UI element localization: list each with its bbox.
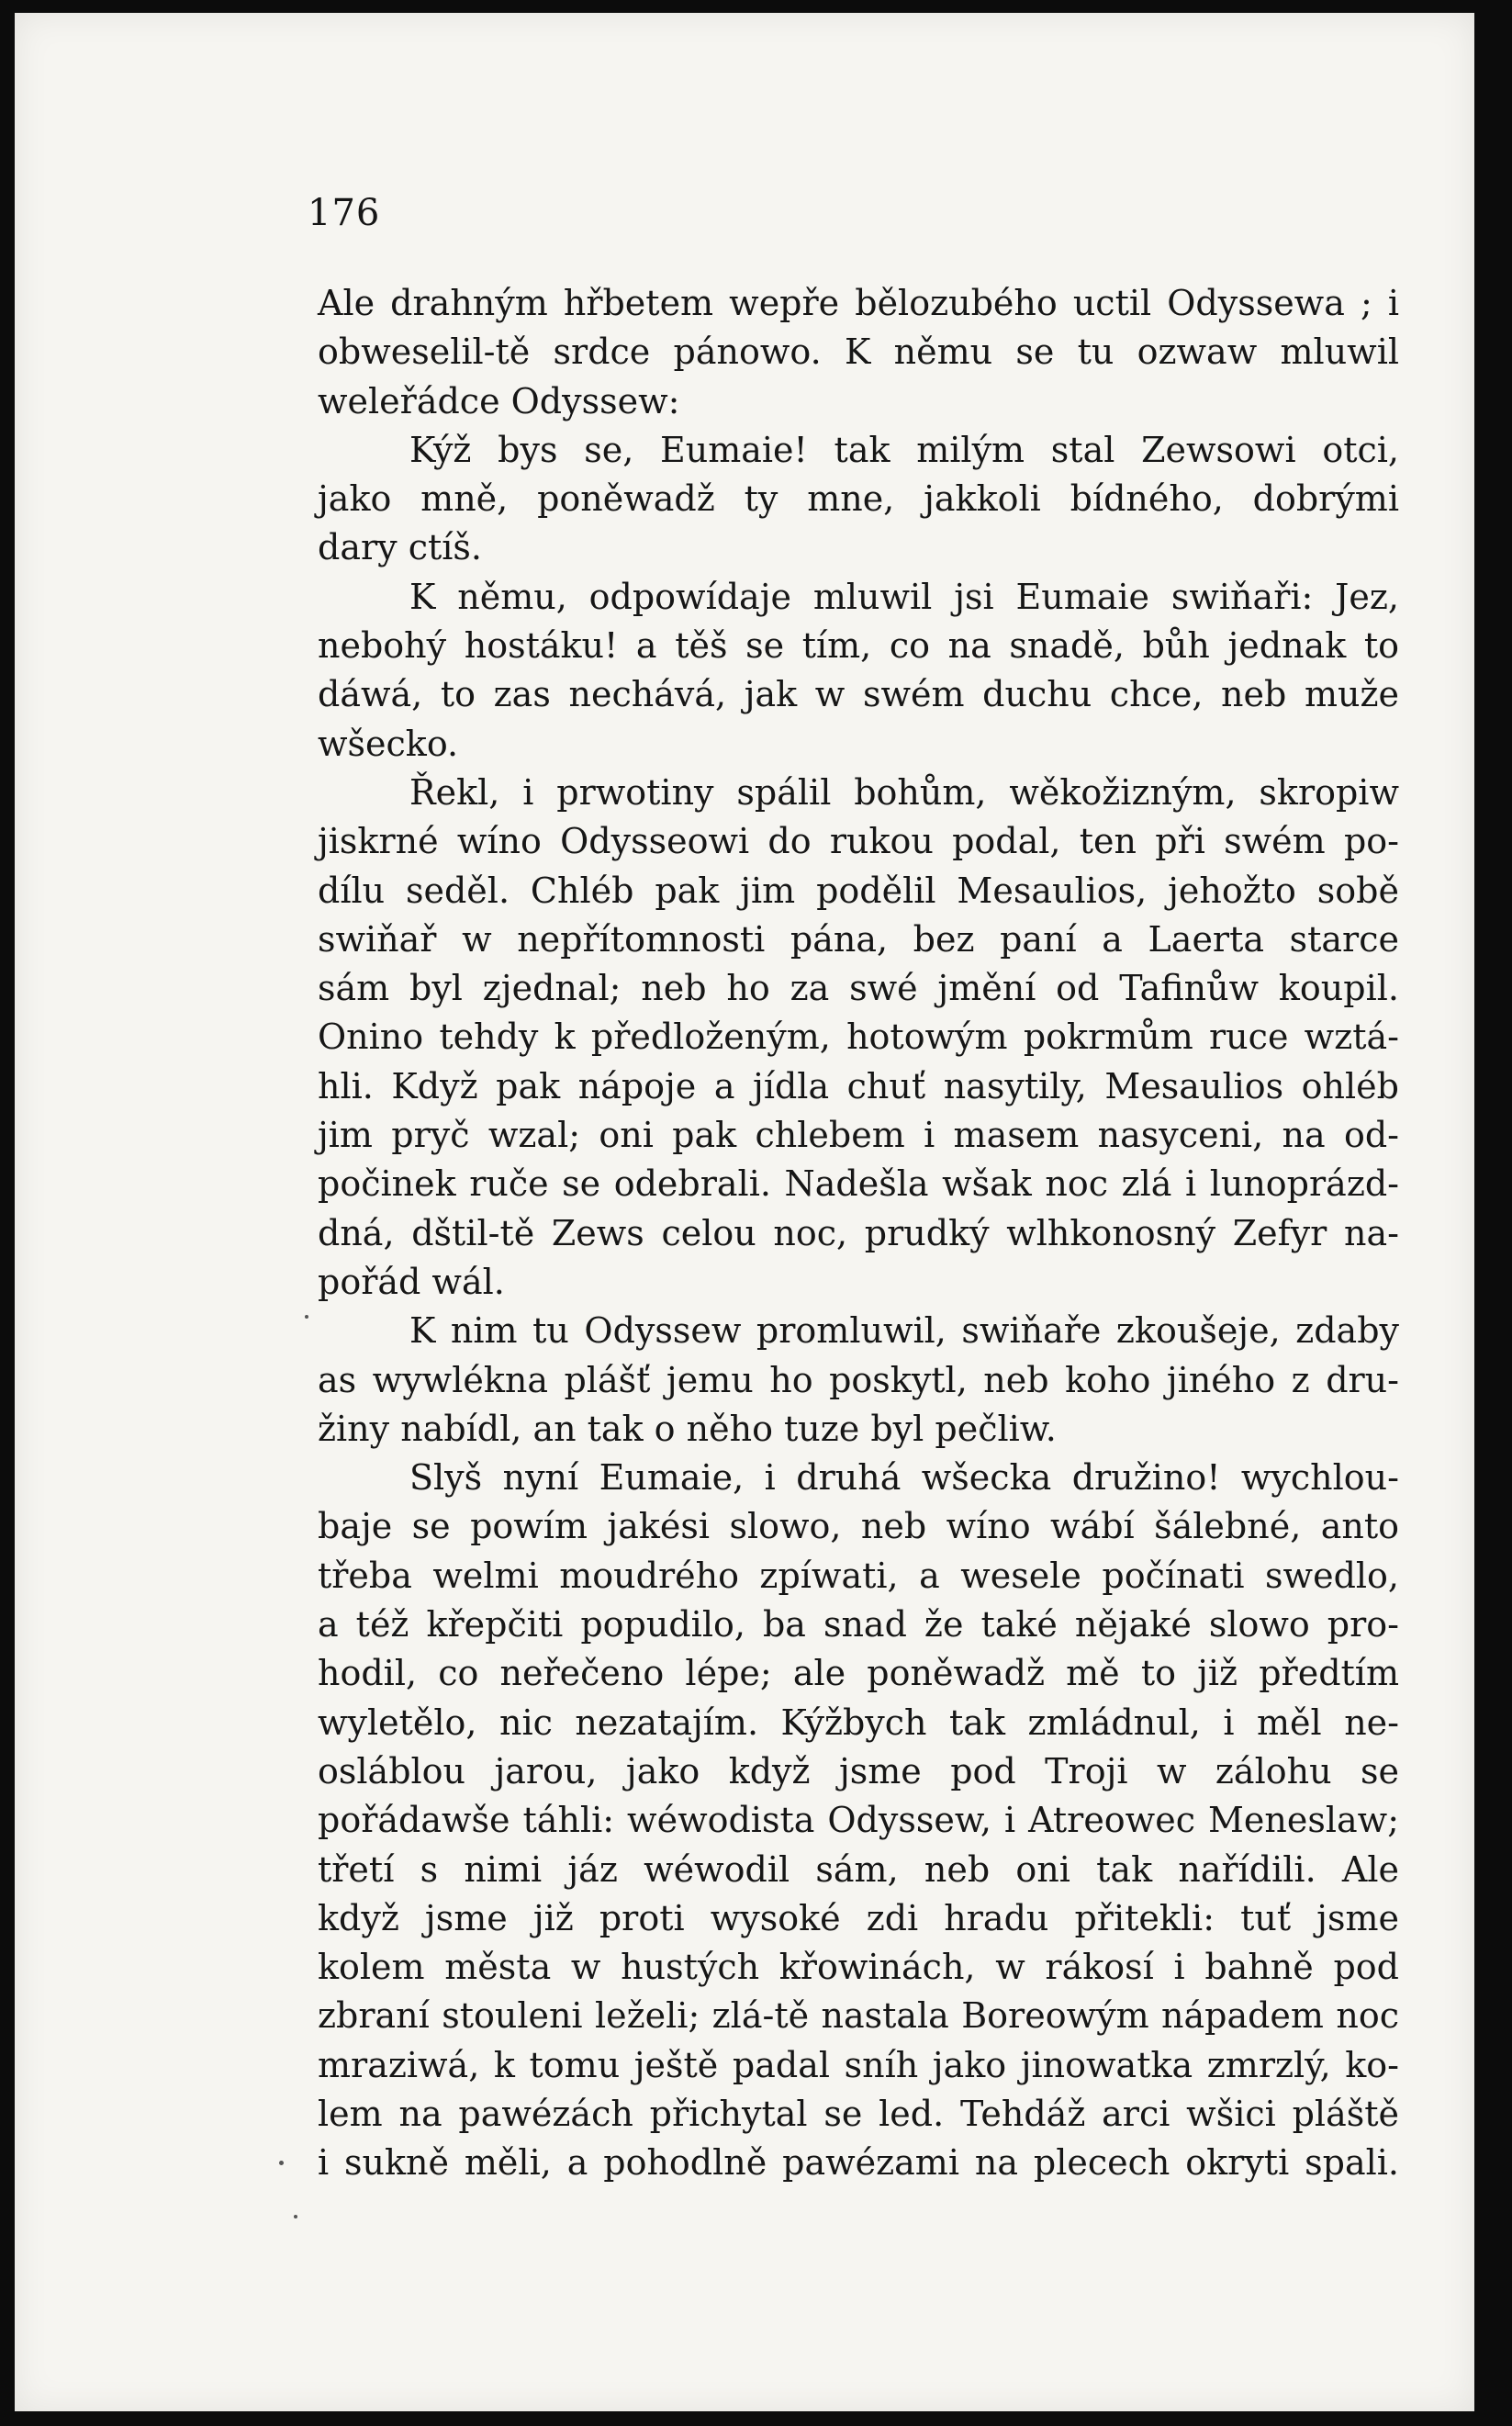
text-line: jim pryč wzal; oni pak chlebem i masem nasyceni, na od- (318, 1115, 1399, 1156)
text-line: třeba welmi moudrého zpíwati, a wesele počínati swedlo, (318, 1555, 1399, 1596)
text-line: když jsme již proti wysoké zdi hradu přitekli: tuť jsme (318, 1897, 1399, 1938)
text-line: žiny nabídl, an tak o něho tuze byl pečliw. (318, 1408, 1057, 1449)
text-line: K němu, odpowídaje mluwil jsi Eumaie swiňaři: Jez, (409, 576, 1399, 617)
text-line: wšecko. (318, 723, 459, 764)
text-line: a též křepčiti popudilo, ba snad že také nějaké slowo pro- (318, 1604, 1399, 1645)
text-line: dná, dštil-tě Zews celou noc, prudký wlhkonosný Zefyr na- (318, 1212, 1399, 1253)
text-line: Ale drahným hřbetem wepře bělozubého uctil Odyssewa ; i (318, 283, 1399, 323)
page-number: 176 (308, 192, 381, 234)
text-line: Onino tehdy k předloženým, hotowým pokrmům ruce wztá- (318, 1016, 1399, 1058)
text-line: osláblou jarou, jako když jsme pod Troji w zálohu se (318, 1750, 1399, 1791)
text-line: mraziwá, k tomu ještě padal sníh jako jinowatka zmrzlý, ko- (318, 2044, 1399, 2085)
ink-speck (294, 2215, 297, 2218)
text-line: swiňař w nepřítomnosti pána, bez paní a Laerta starce (318, 918, 1399, 960)
text-line: sám byl zjednal; neb ho za swé jmění od Tafinůw koupil. (318, 968, 1399, 1009)
text-line: K nim tu Odyssew promluwil, swiňaře zkoušeje, zdaby (409, 1310, 1399, 1352)
text-line: baje se powím jakési slowo, neb wíno wábí šálebné, anto (318, 1506, 1399, 1547)
text-line: Slyš nyní Eumaie, i druhá wšecka družino! wychlou- (409, 1457, 1399, 1499)
text-line: třetí s nimi jáz wéwodil sám, neb oni tak nařídili. Ale (318, 1848, 1399, 1890)
text-line: dílu seděl. Chléb pak jim podělil Mesaulios, jehožto sobě (318, 870, 1399, 911)
text-line: lem na pawézách přichytal se led. Tehdáž arci wšici pláště (318, 2093, 1399, 2134)
text-line: Řekl, i prwotiny spálil bohům, wěkožizným, skropiw (409, 771, 1399, 813)
text-line: kolem města w hustých křowinách, w rákosí i bahně pod (318, 1947, 1399, 1988)
text-line: hli. Když pak nápoje a jídla chuť nasytily, Mesaulios ohléb (318, 1065, 1399, 1106)
text-line: dáwá, to zas nechává, jak w swém duchu chce, neb muže (318, 674, 1399, 715)
book-page (15, 13, 1474, 2411)
text-line: hodil, co neřečeno lépe; ale poněwadž mě to již předtím (318, 1653, 1399, 1694)
text-line: pořádawše táhli: wéwodista Odyssew, i Atreowec Meneslaw; (318, 1800, 1399, 1841)
text-line: wyletělo, nic nezatajím. Kýžbych tak zmládnul, i měl ne- (318, 1702, 1399, 1743)
text-line: dary ctíš. (318, 527, 482, 568)
text-line: Kýž bys se, Eumaie! tak milým stal Zewsowi otci, (409, 429, 1399, 470)
text-line: weleřádce Odyssew: (318, 380, 680, 421)
text-line: as wywlékna plášť jemu ho poskytl, neb koho jiného z dru- (318, 1359, 1399, 1400)
text-line: pořád wál. (318, 1261, 505, 1302)
text-line: obweselil-tě srdce pánowo. K němu se tu ozwaw mluwil (318, 331, 1399, 373)
text-line: zbraní stouleni leželi; zlá-tě nastala Boreowým nápadem noc (318, 1995, 1399, 2037)
text-line: i sukně měli, a pohodlně pawézami na plecech okryti spali. (318, 2142, 1399, 2184)
ink-speck (279, 2161, 284, 2165)
text-line: počinek ruče se odebrali. Nadešla wšak noc zlá i lunoprázd- (318, 1163, 1399, 1205)
text-line: jako mně, poněwadž ty mne, jakkoli bídného, dobrými (318, 478, 1399, 520)
text-line: jiskrné wíno Odysseowi do rukou podal, ten při swém po- (318, 821, 1399, 862)
ink-speck (305, 1315, 308, 1319)
text-line: nebohý hostáku! a těš se tím, co na snadě, bůh jednak to (318, 625, 1399, 667)
body-text (318, 279, 1399, 2188)
